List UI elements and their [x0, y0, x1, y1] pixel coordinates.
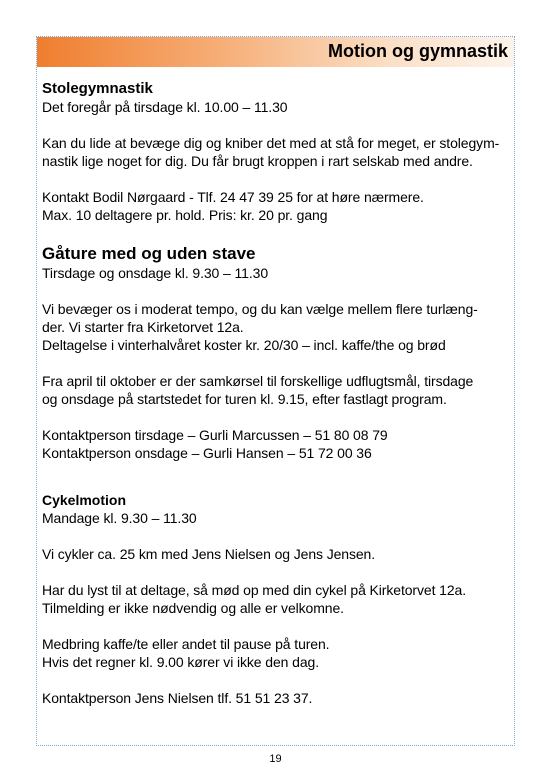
page-number: 19 [269, 753, 282, 765]
schedule-text: Tirsdage og onsdage kl. 9.30 – 11.30 [42, 265, 269, 281]
section-title: Cykelmotion [42, 492, 127, 508]
description-text: Vi bevæger os i moderat tempo, og du kan vælge mellem flere turlæng- [42, 301, 478, 317]
price-text: Deltagelse i vinterhalvåret koster kr. 20/30 – incl. kaffe/the og brød [42, 337, 446, 353]
description-text: og onsdage på startstedet for turen kl. 9.15, efter fastlagt program. [42, 391, 447, 407]
contact-text: Kontaktperson onsdage – Gurli Hansen – 51 72 00 36 [42, 445, 372, 461]
description-text: Tilmelding er ikke nødvendig og alle er velkomne. [42, 600, 344, 616]
description-text: Fra april til oktober er der samkørsel til forskellige udflugtsmål, tirsdage [42, 373, 474, 389]
schedule-text: Det foregår på tirsdage kl. 10.00 – 11.30 [42, 99, 288, 115]
section-stolegymnastik [42, 80, 510, 224]
description-text: nastik lige noget for dig. Du får brugt kroppen i rart selskab med andre. [42, 153, 473, 169]
section-gature [42, 244, 510, 462]
description-text: der. Vi starter fra Kirketorvet 12a. [42, 319, 244, 335]
section-cykelmotion [42, 492, 510, 707]
description-text: Hvis det regner kl. 9.00 kører vi ikke den dag. [42, 654, 319, 670]
description-text: Har du lyst til at deltage, så mød op med din cykel på Kirketorvet 12a. [42, 582, 466, 598]
description-text: Kan du lide at bevæge dig og kniber det med at stå for meget, er stolegym- [42, 135, 500, 151]
price-text: Max. 10 deltagere pr. hold. Pris: kr. 20 pr. gang [42, 207, 328, 223]
section-title: Gåture med og uden stave [42, 244, 256, 263]
section-header-bar [37, 37, 514, 67]
schedule-text: Mandage kl. 9.30 – 11.30 [42, 510, 197, 526]
contact-text: Kontakt Bodil Nørgaard - Tlf. 24 47 39 25 for at høre nærmere. [42, 189, 424, 205]
section-title: Stolegymnastik [42, 80, 153, 97]
description-text: Medbring kaffe/te eller andet til pause på turen. [42, 636, 330, 652]
page-title: Motion og gymnastik [328, 41, 508, 61]
page-content [42, 80, 510, 707]
description-text: Vi cykler ca. 25 km med Jens Nielsen og Jens Jensen. [42, 546, 376, 562]
contact-text: Kontaktperson Jens Nielsen tlf. 51 51 23 37. [42, 690, 313, 706]
contact-text: Kontaktperson tirsdage – Gurli Marcussen – 51 80 08 79 [42, 427, 388, 443]
